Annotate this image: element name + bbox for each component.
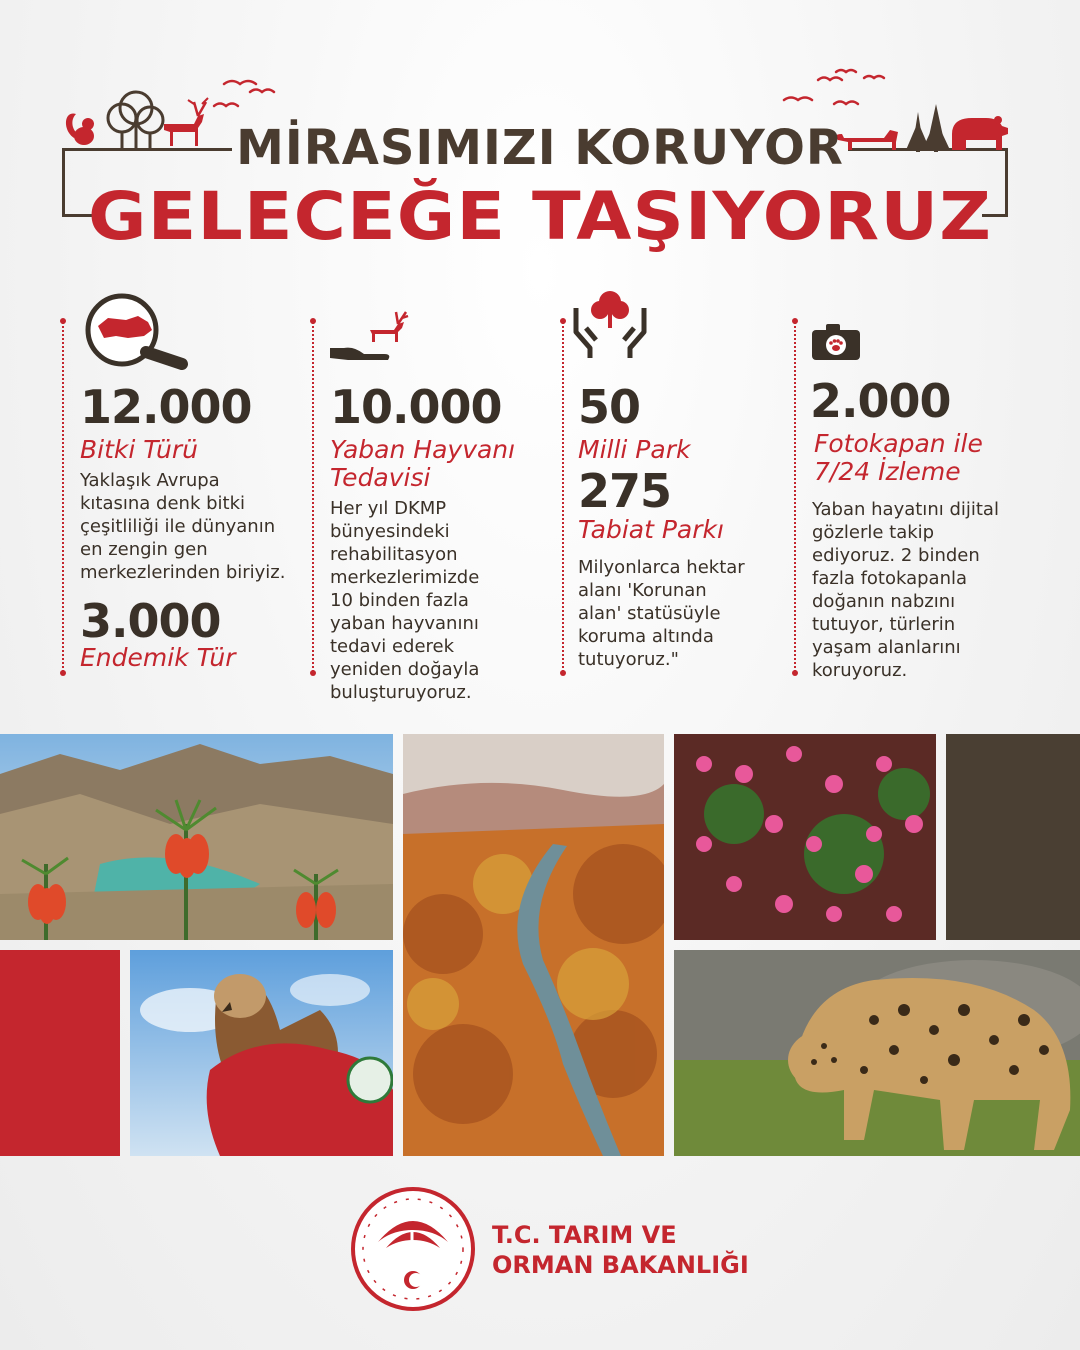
tulip-lake-photo xyxy=(0,734,393,940)
column-divider xyxy=(794,322,796,672)
label-line: Fotokapan ile xyxy=(814,429,983,458)
stat-description xyxy=(812,498,1052,682)
label-line: Yaban Hayvanı xyxy=(330,435,516,464)
title-top: MİRASIMIZI KORUYOR xyxy=(236,120,844,176)
stat-description xyxy=(330,497,550,704)
column-divider xyxy=(312,322,314,672)
pink-flowers-photo xyxy=(674,734,936,940)
turkey-map-magnifier-icon xyxy=(82,292,194,370)
logo-line: T.C. TARIM VE xyxy=(492,1221,677,1249)
header xyxy=(0,0,1080,270)
description-line: çeşitliliği ile dünyanın xyxy=(80,516,276,537)
description-line: buluşturuyoruz. xyxy=(330,682,472,703)
description-line: tutuyoruz." xyxy=(578,649,679,670)
description-line: yeniden doğayla xyxy=(330,659,480,680)
dark-color-tile xyxy=(946,734,1080,940)
stat-value-secondary: 3.000 xyxy=(80,594,221,648)
stat-description xyxy=(578,556,793,671)
ministry-logo-text xyxy=(492,1220,749,1280)
description-line: alan' statüsüyle xyxy=(578,603,721,624)
stat-label xyxy=(814,430,983,486)
logo-line: ORMAN BAKANLIĞI xyxy=(492,1251,749,1279)
stat-description xyxy=(80,469,315,584)
tree-hands-icon xyxy=(570,288,650,362)
stat-column-camera-traps xyxy=(794,292,1054,702)
description-line: fazla fotokapanla xyxy=(812,568,968,589)
description-line: koruma altında xyxy=(578,626,714,647)
stat-label-secondary: Tabiat Parkı xyxy=(578,515,724,544)
description-line: Milyonlarca hektar xyxy=(578,557,745,578)
deer-hand-icon xyxy=(328,308,418,364)
description-line: koruyoruz. xyxy=(812,660,908,681)
camera-paw-icon xyxy=(810,322,862,362)
eagle-glove-photo xyxy=(130,950,393,1156)
description-line: alanı 'Korunan xyxy=(578,580,707,601)
description-line: bünyesindeki xyxy=(330,521,450,542)
stat-label: Milli Park xyxy=(578,435,691,464)
stat-value: 50 xyxy=(578,380,641,434)
description-line: Her yıl DKMP xyxy=(330,498,447,519)
description-line: 10 binden fazla xyxy=(330,590,469,611)
description-line: rehabilitasyon xyxy=(330,544,458,565)
ministry-emblem-icon xyxy=(350,1186,476,1312)
description-line: merkezlerinden biriyiz. xyxy=(80,562,286,583)
column-divider xyxy=(562,322,564,672)
label-line: Tedavisi xyxy=(330,463,431,492)
description-line: tutuyor, türlerin xyxy=(812,614,956,635)
leopard-photo xyxy=(674,950,1080,1156)
stat-column-plants xyxy=(62,292,302,702)
stat-label xyxy=(330,436,515,492)
description-line: merkezlerimizde xyxy=(330,567,480,588)
description-line: Yaban hayatını dijital xyxy=(812,499,999,520)
stat-value: 10.000 xyxy=(330,380,502,434)
description-line: doğanın nabzını xyxy=(812,591,956,612)
description-line: yaban hayvanını xyxy=(330,613,479,634)
description-line: Yaklaşık Avrupa xyxy=(80,470,220,491)
column-divider xyxy=(62,322,64,672)
description-line: kıtasına denk bitki xyxy=(80,493,246,514)
autumn-valley-photo xyxy=(403,734,664,1156)
description-line: tedavi ederek xyxy=(330,636,455,657)
description-line: ediyoruz. 2 binden xyxy=(812,545,980,566)
title-main: GELECEĞE TAŞIYORUZ xyxy=(87,178,992,255)
stat-column-parks xyxy=(562,292,792,702)
stat-label-secondary: Endemik Tür xyxy=(80,643,236,672)
description-line: en zengin gen xyxy=(80,539,208,560)
label-line: 7/24 İzleme xyxy=(814,457,961,486)
stat-value: 12.000 xyxy=(80,380,252,434)
description-line: yaşam alanlarını xyxy=(812,637,961,658)
description-line: gözlerle takip xyxy=(812,522,935,543)
red-color-tile xyxy=(0,950,120,1156)
stat-label: Bitki Türü xyxy=(80,435,198,464)
stat-value: 2.000 xyxy=(810,374,951,428)
stat-value-secondary: 275 xyxy=(578,464,672,518)
stat-column-wildlife xyxy=(312,292,552,702)
